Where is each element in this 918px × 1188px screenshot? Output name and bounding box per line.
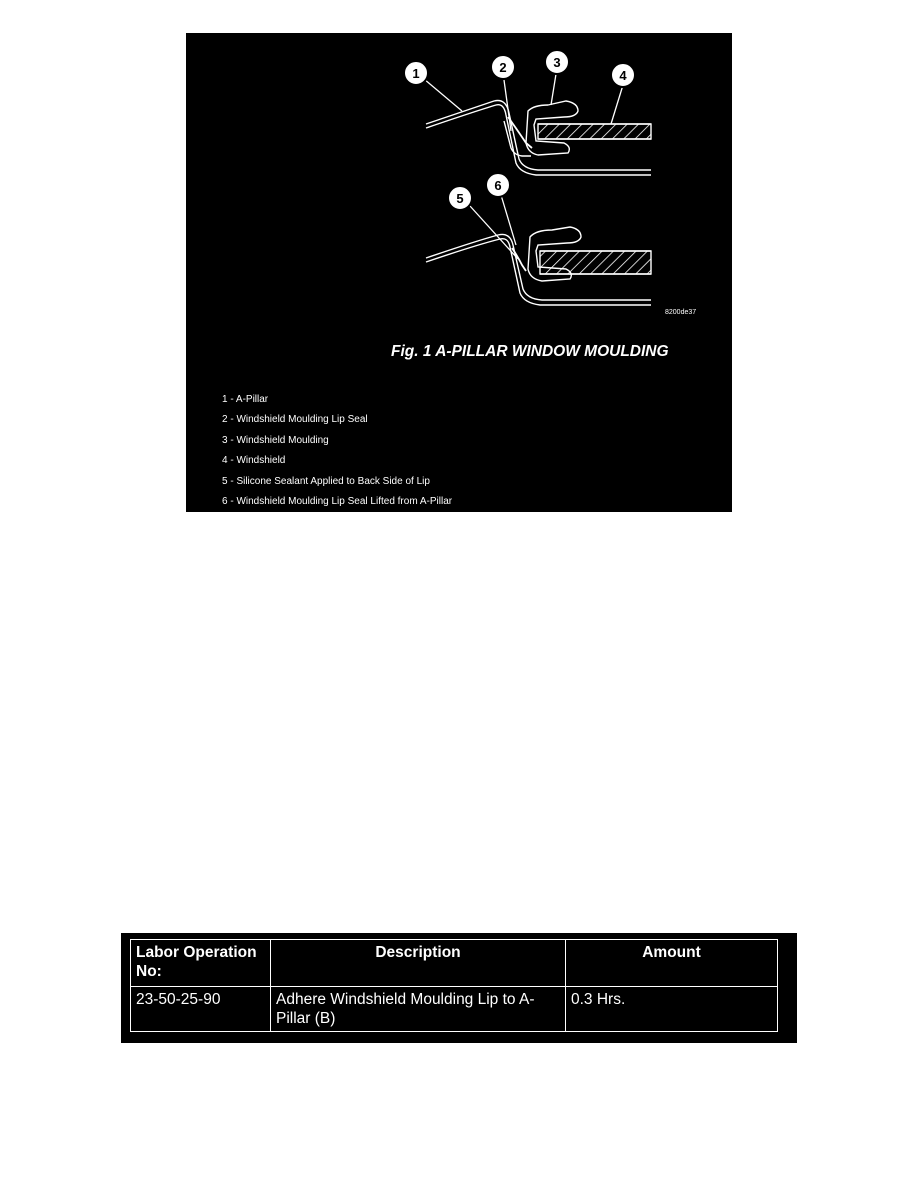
legend-item: 1 - A-Pillar xyxy=(222,394,269,405)
header-description: Description xyxy=(271,940,566,987)
legend-item: 5 - Silicone Sealant Applied to Back Side of Lip xyxy=(222,475,430,487)
legend-item: 3 - Windshield Moulding xyxy=(222,434,329,446)
bottom-detail xyxy=(426,227,651,305)
svg-text:5: 5 xyxy=(456,191,464,206)
figure-ref-code: 8200de37 xyxy=(665,309,697,316)
cell-description: Adhere Windshield Moulding Lip to A-Pillar (B) xyxy=(271,987,566,1032)
a-pillar-skin xyxy=(426,105,651,175)
callout-6 xyxy=(486,173,510,197)
svg-text:4: 4 xyxy=(619,68,627,83)
legend-item: 4 - Windshield xyxy=(222,455,286,467)
svg-text:2: 2 xyxy=(499,60,507,75)
svg-text:3: 3 xyxy=(553,55,561,70)
callout-4 xyxy=(611,63,635,87)
callout-1 xyxy=(404,61,428,85)
a-pillar-moulding-figure xyxy=(186,33,732,512)
legend-item: 2 - Windshield Moulding Lip Seal xyxy=(222,414,368,426)
figure-caption: Fig. 1 A-PILLAR WINDOW MOULDING xyxy=(391,343,669,360)
callout-leaders xyxy=(424,74,623,259)
header-labor-op: Labor Operation No: xyxy=(131,940,271,987)
callout-2 xyxy=(491,55,515,79)
table-header-row xyxy=(131,940,778,987)
legend-item: 6 - Windshield Moulding Lip Seal Lifted from A-Pillar xyxy=(222,496,453,508)
callout-3 xyxy=(545,50,569,74)
svg-text:1: 1 xyxy=(412,66,420,81)
callout-5 xyxy=(448,186,472,210)
table-row xyxy=(131,987,778,1032)
windshield-glass xyxy=(538,124,651,139)
cell-labor-op: 23-50-25-90 xyxy=(131,987,271,1032)
svg-text:6: 6 xyxy=(494,178,502,193)
figure-legend xyxy=(222,390,452,512)
labor-table-container xyxy=(121,933,797,1043)
cell-amount: 0.3 Hrs. xyxy=(566,987,778,1032)
labor-table xyxy=(130,939,778,1032)
top-detail xyxy=(426,101,651,176)
header-amount: Amount xyxy=(566,940,778,987)
